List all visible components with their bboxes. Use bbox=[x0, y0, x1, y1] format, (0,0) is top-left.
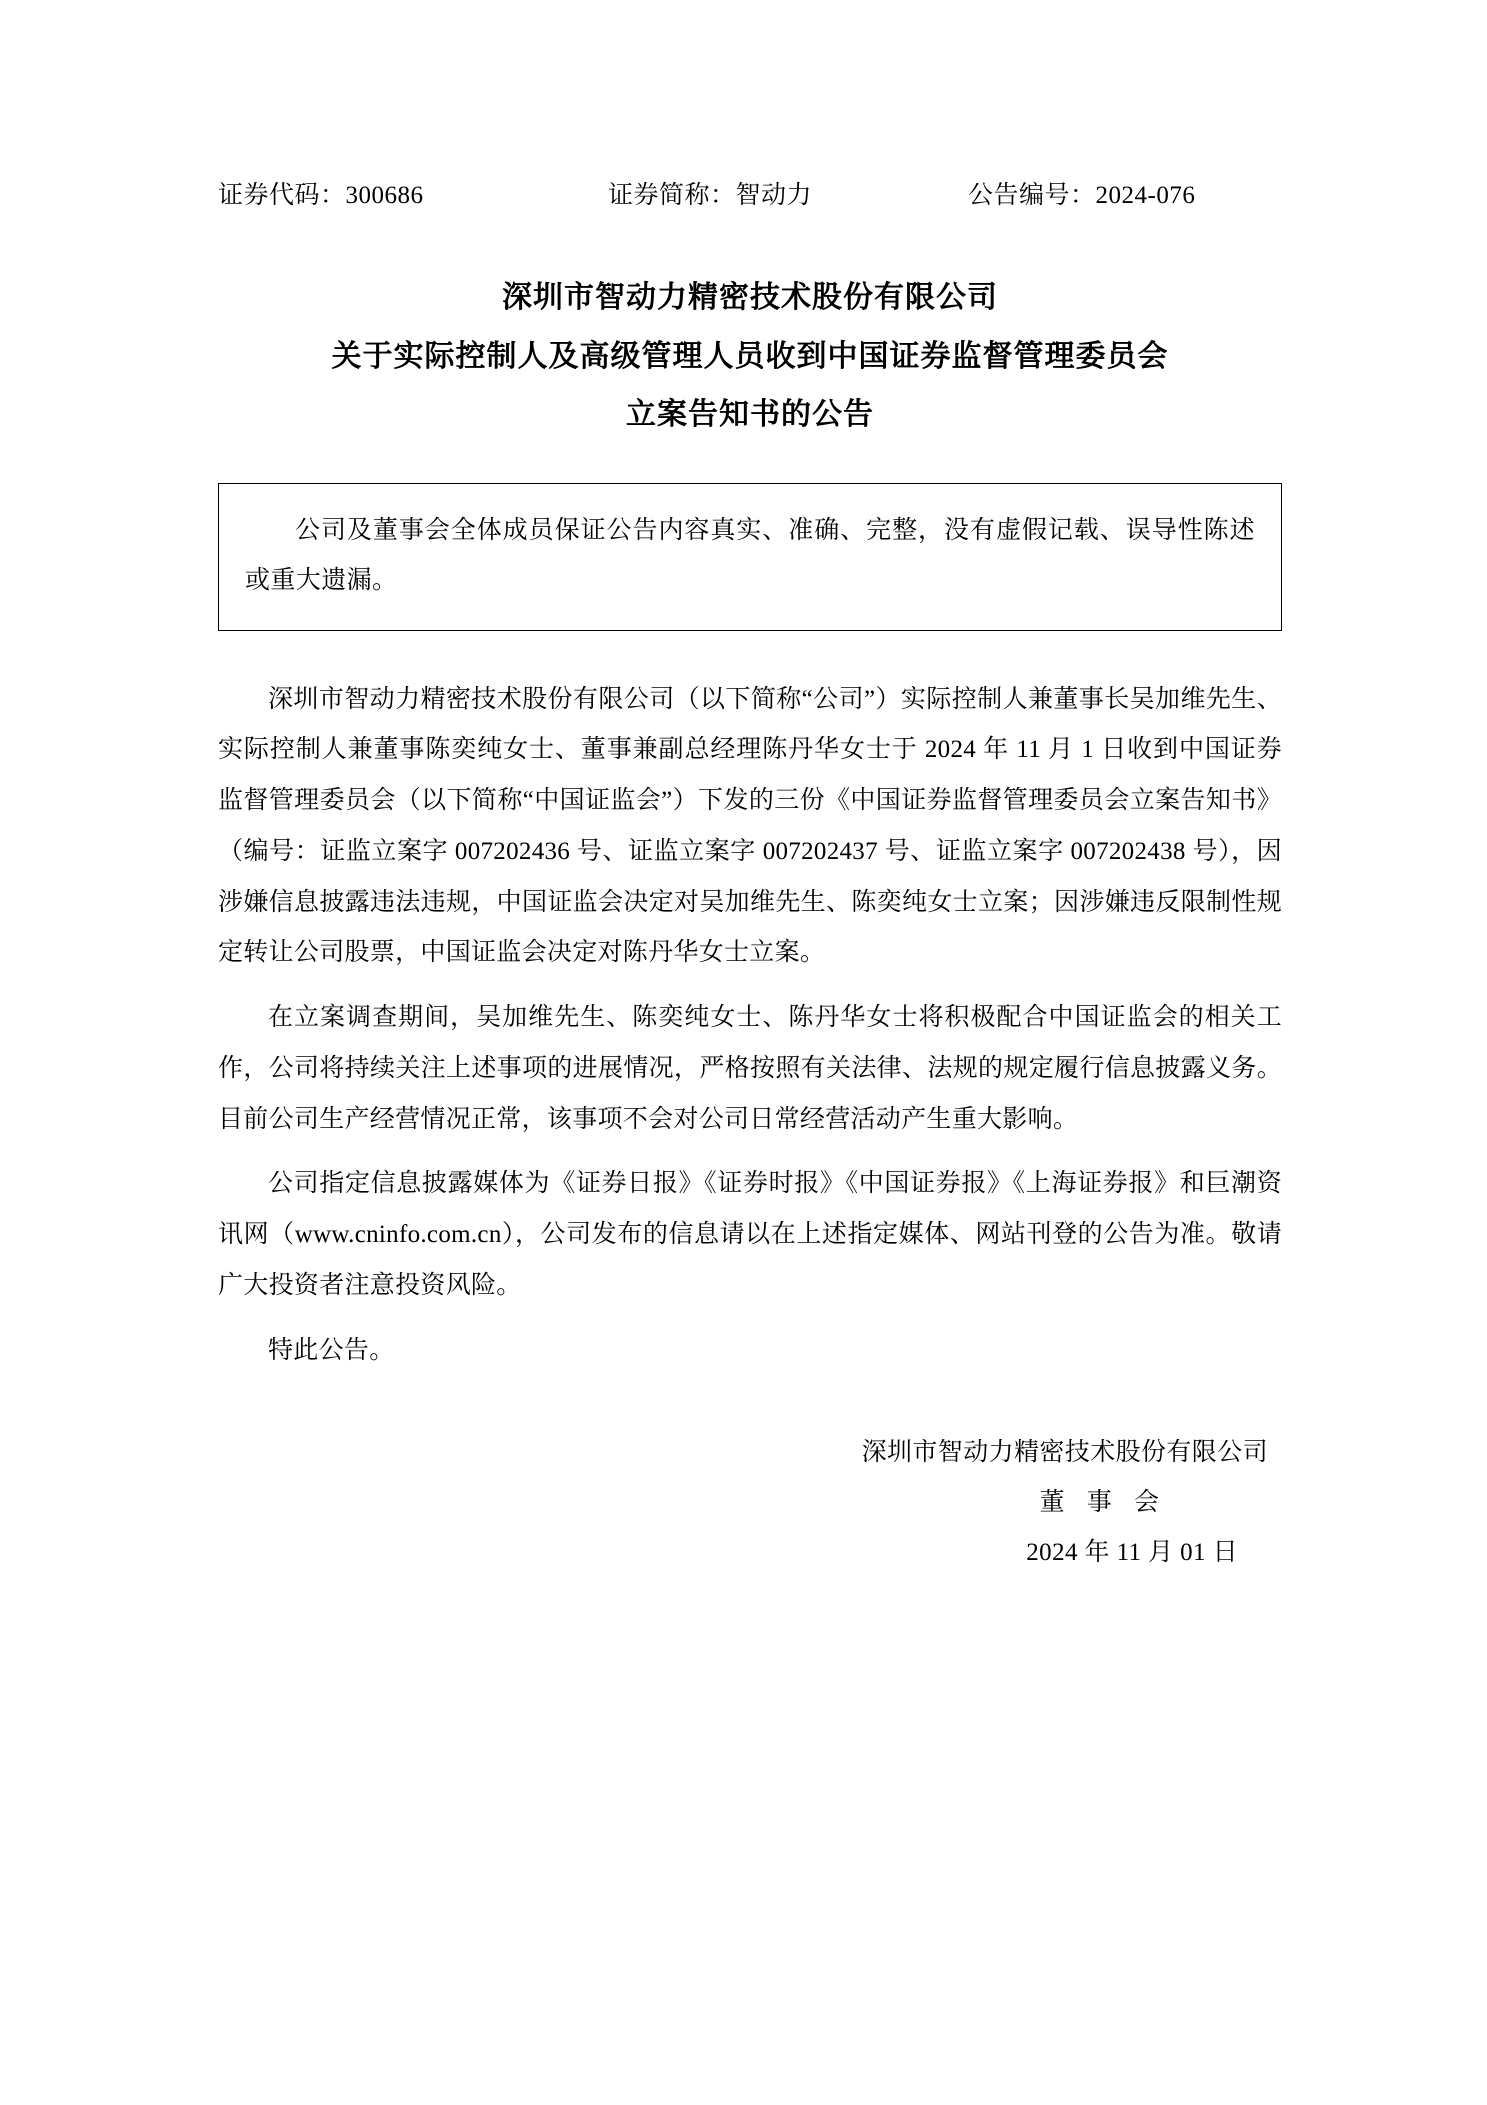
title-line-suffix: 立案告知书的公告 bbox=[626, 398, 874, 431]
page-title bbox=[218, 269, 1282, 445]
announcement-number: 公告编号：2024-076 bbox=[968, 182, 1196, 209]
title-line-subject: 关于实际控制人及高级管理人员收到中国证券监督管理委员会 bbox=[331, 339, 1169, 373]
signature-date: 2024 年 11 月 01 日 bbox=[1026, 1539, 1238, 1567]
document-header bbox=[218, 175, 1282, 211]
signature-block bbox=[218, 1428, 1282, 1578]
security-code: 证券代码：300686 bbox=[218, 182, 424, 209]
disclaimer-text: 公司及董事会全体成员保证公告内容真实、准确、完整，没有虚假记载、误导性陈述或重大遗漏。 bbox=[245, 516, 1255, 594]
security-abbreviation: 证券简称：智动力 bbox=[608, 182, 813, 209]
body-paragraph-4: 特此公告。 bbox=[268, 1336, 395, 1364]
disclaimer-box bbox=[218, 483, 1282, 631]
body-paragraph-2: 在立案调查期间，吴加维先生、陈奕纯女士、陈丹华女士将积极配合中国证监会的相关工作，公司将持续关注上述事项的进展情况，严格按照有关法律、法规的规定履行信息披露义务。目前公司生产经营情况正常，该事项不会对公司日常经营活动产生重大影响。 bbox=[218, 1004, 1282, 1133]
signature-board: 董 事 会 bbox=[1039, 1489, 1167, 1517]
signature-company: 深圳市智动力精密技术股份有限公司 bbox=[861, 1439, 1268, 1467]
body-paragraph-3: 公司指定信息披露媒体为《证券日报》《证券时报》《中国证券报》《上海证券报》和巨潮资讯网（www.cninfo.com.cn），公司发布的信息请以在上述指定媒体、网站刊登的公告为准。敬请广大投资者注意投资风险。 bbox=[218, 1170, 1282, 1299]
body-paragraph-1: 深圳市智动力精密技术股份有限公司（以下简称“公司”）实际控制人兼董事长吴加维先生、实际控制人兼董事陈奕纯女士、董事兼副总经理陈丹华女士于 2024 年 11 月 1 日收到中国证券监督管理委员会（以下简称“中国证监会”）下发的三份《中国证券监督管理委员会立案告知书》（编号：证监立案字 007202436 号、证监立案字 007202437 号、证监立案字 007202438 号），因涉嫌信息披露违法违规，中国证监会决定对吴加维先生、陈奕纯女士立案；因涉嫌违反限制性规定转让公司股票，中国证监会决定对陈丹华女士立案。 bbox=[218, 685, 1282, 967]
title-line-company: 深圳市智动力精密技术股份有限公司 bbox=[502, 281, 998, 314]
document-body bbox=[218, 675, 1282, 1377]
